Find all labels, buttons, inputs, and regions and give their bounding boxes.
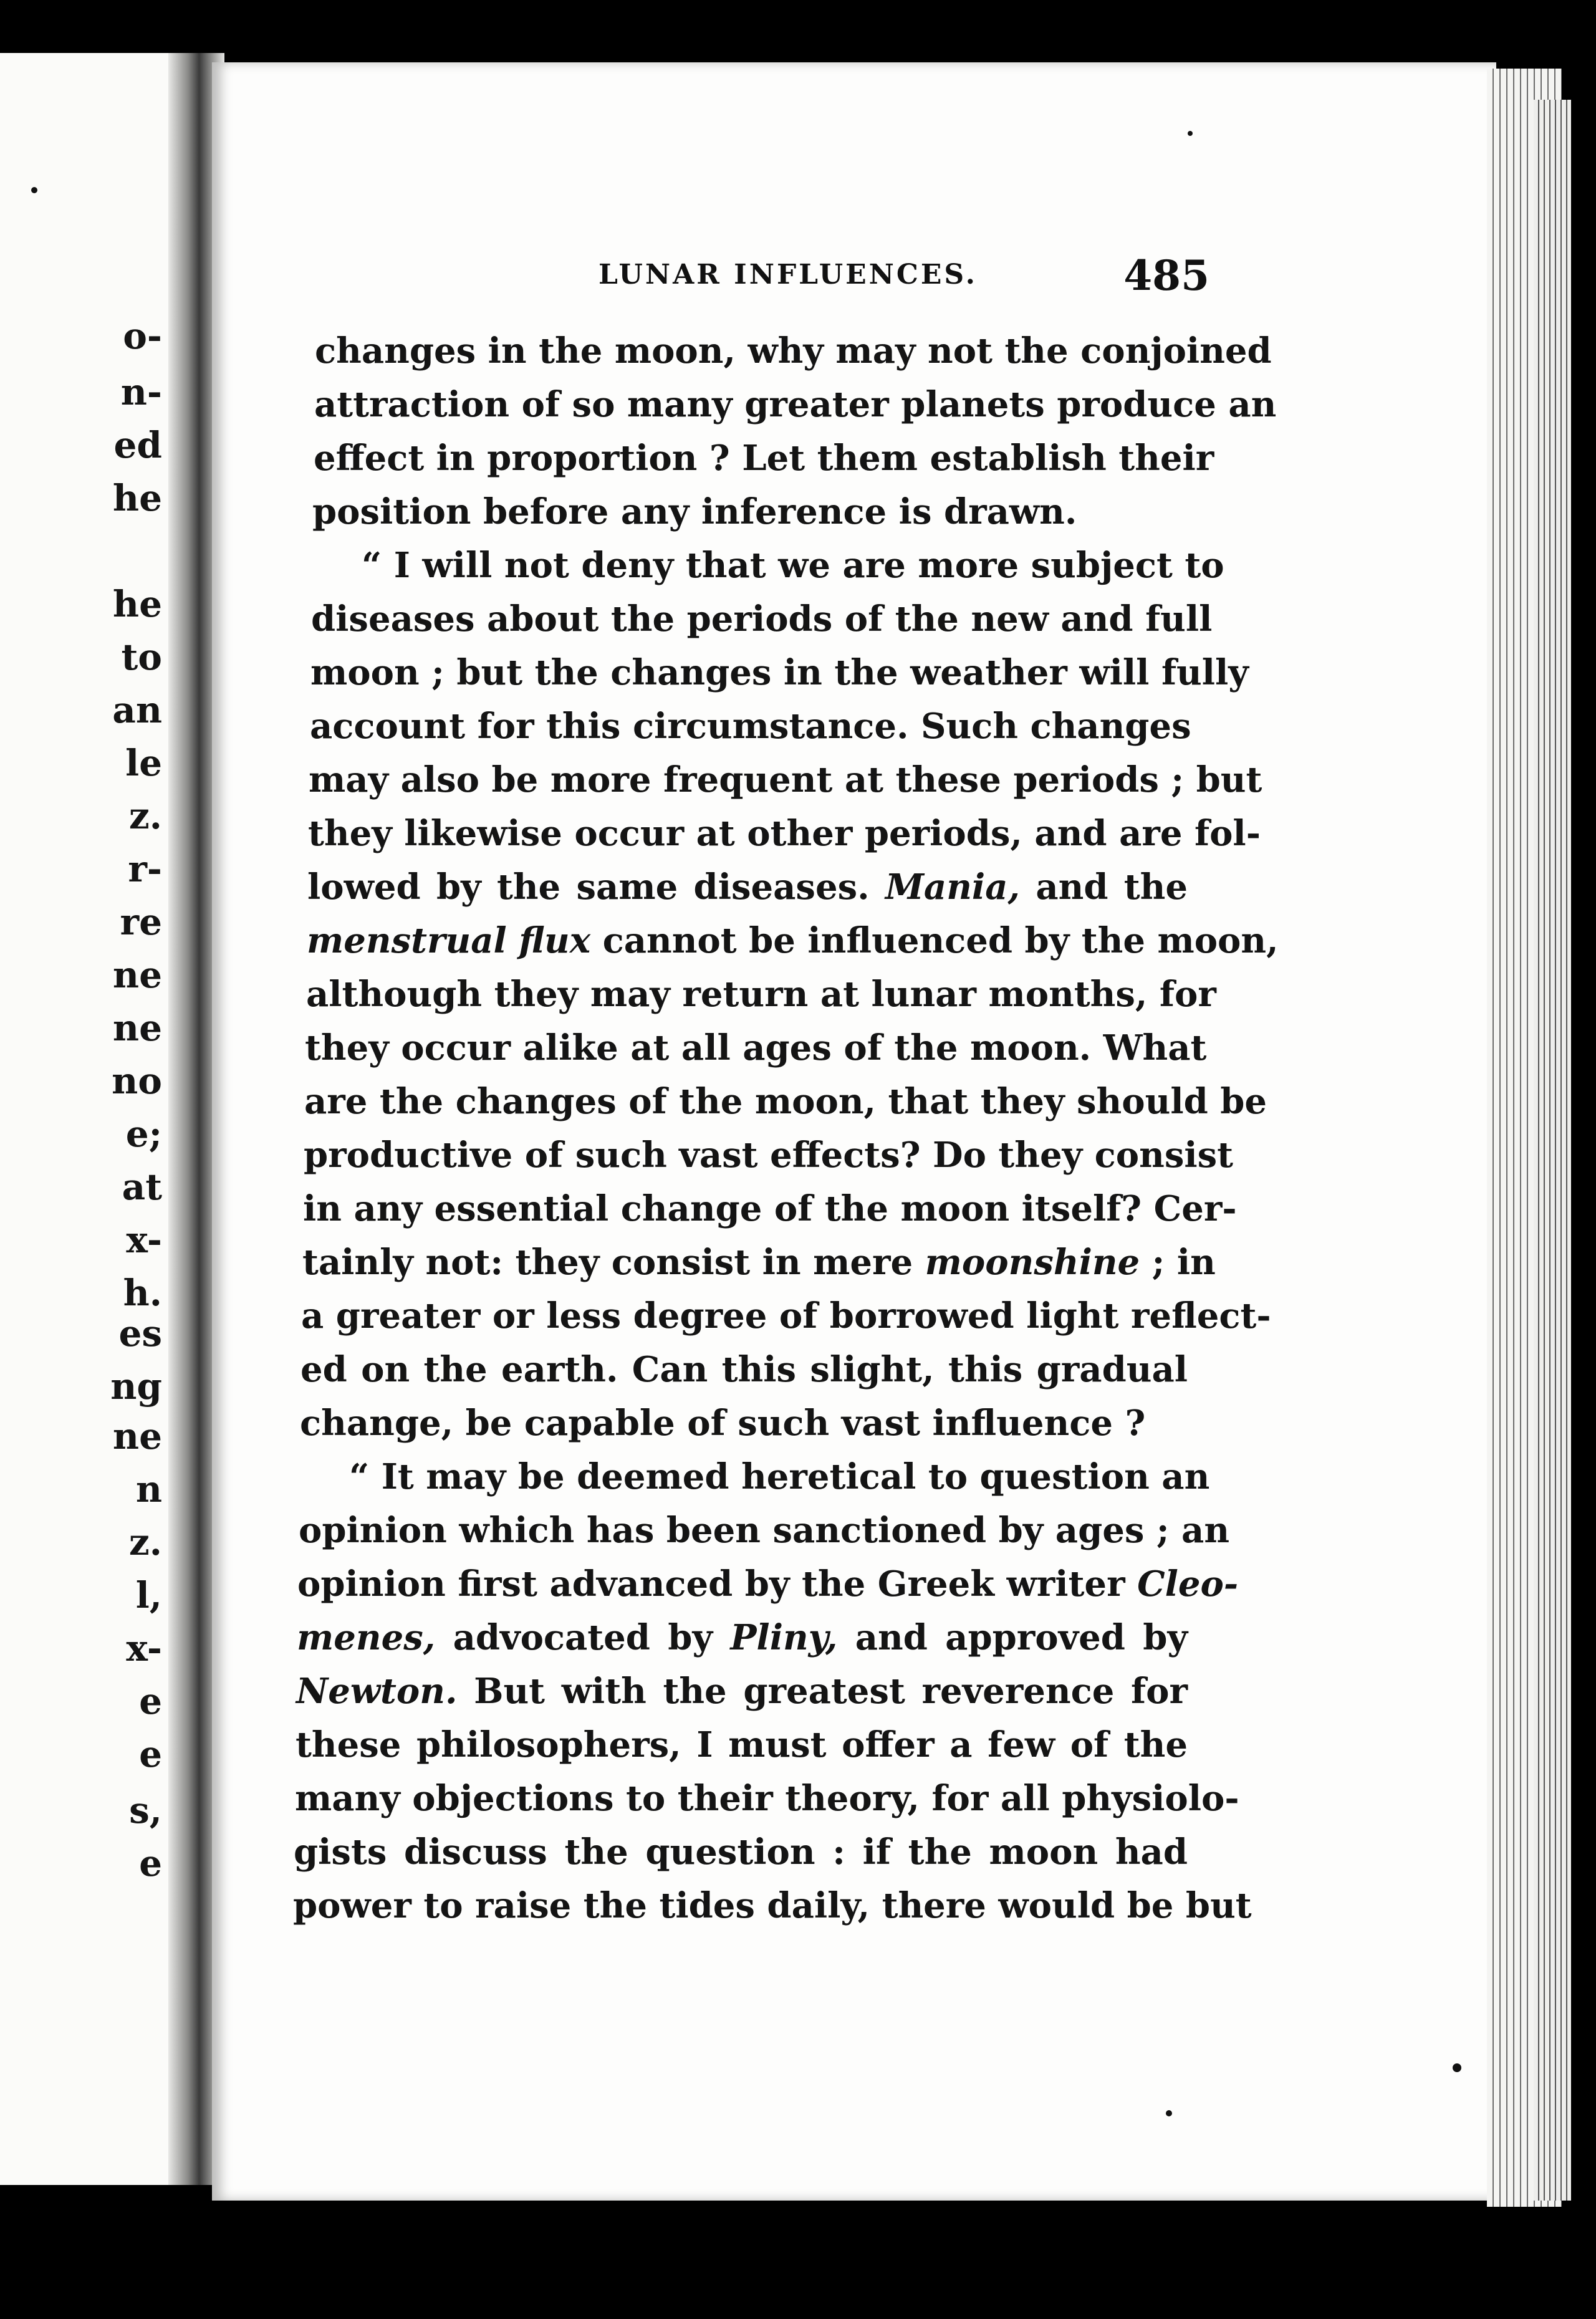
text-line: these philosophers, I must offer a few of the [296,1724,1188,1765]
ink-speck [1166,2110,1172,2116]
text-line: moon ; but the changes in the weather will fully [310,652,1249,693]
facing-page-fragment: x- [126,1627,162,1669]
facing-page-fragment: e; [125,1113,162,1155]
facing-page-text-fragments [0,0,162,2319]
page-number: 485 [1123,251,1209,300]
text-line: menes, advocated by Pliny, and approved by [297,1617,1188,1658]
text-line: may also be more frequent at these periods ; but [309,759,1262,800]
italic-term: Newton. [296,1671,458,1712]
text-line: position before any inference is drawn. [312,491,1077,532]
text-line: are the changes of the moon, that they should be [304,1081,1267,1122]
text-line: account for this circumstance. Such changes [310,706,1191,747]
facing-page-fragment: o- [123,315,162,357]
text-line: many objections to their theory, for all physiolo- [295,1778,1239,1819]
text-line: change, be capable of such vast influence ? [300,1403,1146,1444]
italic-term: Pliny, [730,1617,838,1658]
text-line: changes in the moon, why may not the conjoined [315,330,1272,372]
text-line: attraction of so many greater planets produce an [314,384,1277,425]
text-line: effect in proportion ? Let them establish their [314,438,1214,479]
text-line: opinion first advanced by the Greek writer Cleo- [297,1563,1239,1605]
text-line: menstrual flux cannot be influenced by the moon, [307,920,1279,961]
text-line: ed on the earth. Can this slight, this gradual [300,1349,1188,1390]
text-line: “ It may be deemed heretical to question an [349,1456,1210,1497]
facing-page-fragment: n- [120,371,162,413]
facing-page-fragment: le [125,742,162,784]
text-line: “ I will not deny that we are more subject to [362,545,1224,586]
facing-page-fragment: at [122,1166,162,1208]
facing-page-fragment: es [118,1312,162,1355]
facing-page-fragment: e [139,1842,162,1884]
text-line: productive of such vast effects? Do they consist [304,1135,1234,1176]
running-head: LUNAR INFLUENCES. [598,259,978,290]
facing-page-fragment: ne [112,954,162,996]
facing-page-fragment: ed [113,424,162,466]
page-header [598,252,1209,302]
facing-page-fragment: an [112,689,162,731]
text-line: power to raise the tides daily, there would be but [293,1885,1252,1926]
facing-page-fragment: ne [112,1415,162,1457]
text-line: Newton. But with the greatest reverence for [296,1671,1188,1712]
ink-speck [1188,131,1193,136]
facing-page-fragment: x- [126,1219,162,1261]
facing-page-fragment: r- [128,848,162,890]
facing-page-fragment: l, [135,1574,162,1616]
facing-page-fragment: h. [123,1272,162,1314]
text-line: in any essential change of the moon itself? Cer- [303,1188,1237,1229]
text-line: although they may return at lunar months, for [306,974,1216,1015]
italic-term: menes, [297,1617,436,1658]
italic-term: moonshine [925,1242,1140,1283]
page-edges-outer [1534,100,1571,2201]
facing-page-fragment: he [112,583,162,625]
facing-page-fragment: ng [110,1365,162,1408]
text-line: opinion which has been sanctioned by ages ; an [299,1510,1230,1551]
facing-page-fragment: e [139,1733,162,1775]
facing-page-fragment: z. [128,795,162,837]
text-line: a greater or less degree of borrowed light reflect- [301,1295,1271,1337]
facing-page-fragment: no [112,1060,162,1102]
body-text [293,324,1279,1932]
text-line: lowed by the same diseases. Mania, and the [307,867,1188,908]
italic-term: Mania, [885,867,1020,908]
text-line: gists discuss the question : if the moon had [294,1832,1188,1873]
italic-term: Cleo- [1137,1563,1239,1605]
facing-page-fragment: z. [128,1521,162,1563]
ink-speck [1453,2063,1461,2072]
facing-page-fragment: he [112,477,162,519]
italic-term: menstrual flux [307,920,591,961]
text-line: they likewise occur at other periods, and are fol- [308,813,1261,854]
text-line: they occur alike at all ages of the moon. What [305,1027,1207,1068]
facing-page-fragment: ne [112,1007,162,1049]
ink-speck [31,187,37,193]
facing-page-fragment: n [135,1468,162,1510]
facing-page-fragment: e [139,1680,162,1722]
text-line: diseases about the periods of the new and full [311,598,1213,640]
facing-page-fragment: s, [129,1789,162,1832]
facing-page-fragment: to [121,636,162,678]
facing-page-fragment: re [120,901,162,943]
text-line: tainly not: they consist in mere moonshine ; in [302,1242,1216,1283]
